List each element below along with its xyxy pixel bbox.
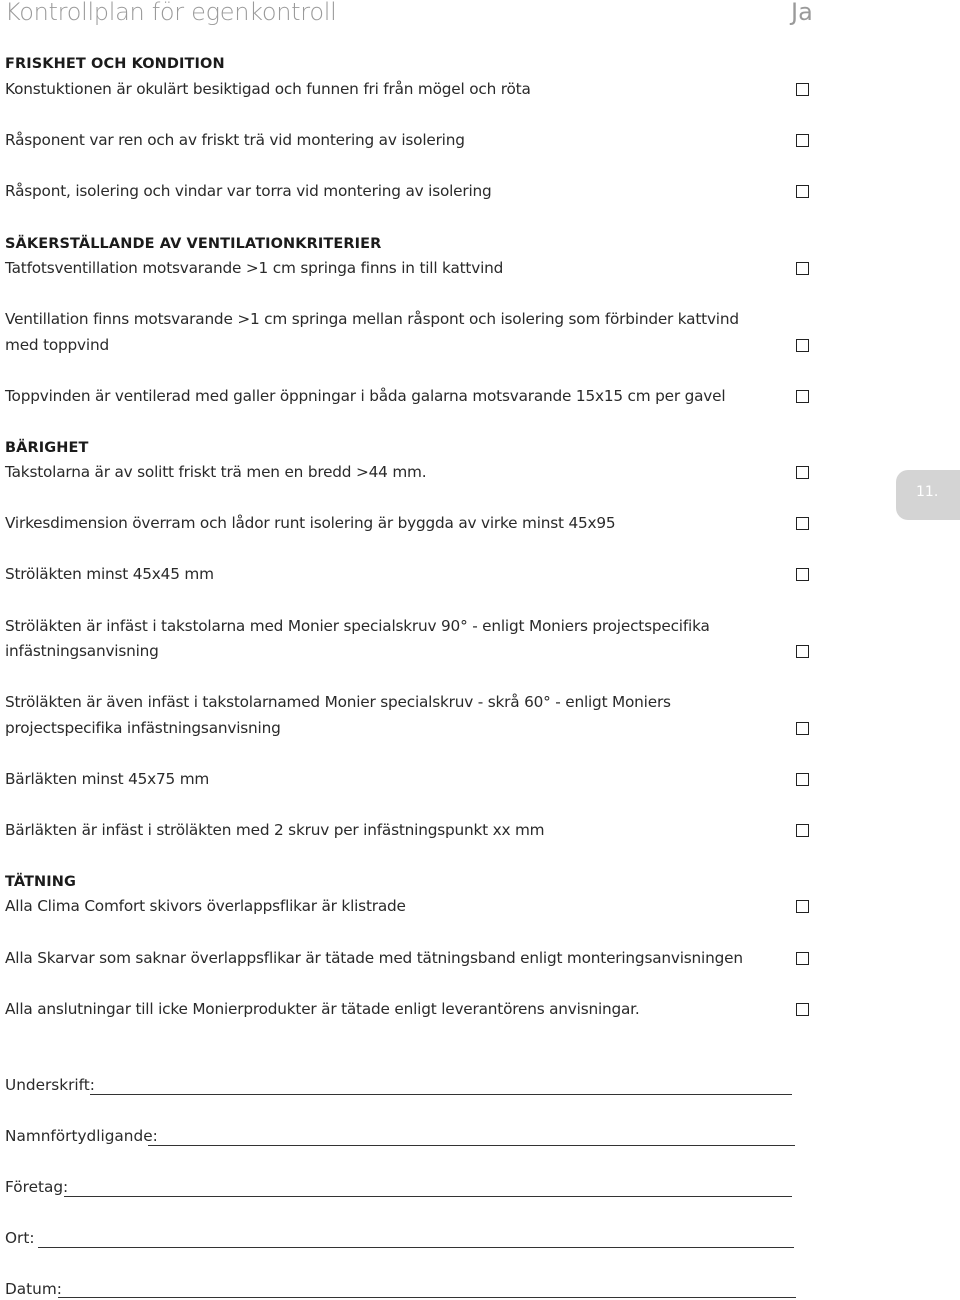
checklist-item-text: Ströläkten är även infäst i takstolarnamed Monier specialskruv - skrå 60° - enligt Moniers	[5, 693, 671, 711]
checklist-item-text: med toppvind	[5, 336, 109, 354]
checklist-item-text: Råsponent var ren och av friskt trä vid montering av isolering	[5, 131, 465, 149]
city-field[interactable]	[38, 1247, 794, 1248]
checkbox[interactable]	[796, 390, 809, 403]
checklist-item-text: Toppvinden är ventilerad med galler öppningar i båda galarna motsvarande 15x15 cm per gavel	[5, 387, 726, 405]
company-field[interactable]	[64, 1196, 792, 1197]
checkbox[interactable]	[796, 466, 809, 479]
checklist-item-text: Alla anslutningar till icke Monierprodukter är tätade enligt leverantörens anvisningar.	[5, 1000, 640, 1018]
section-heading-friskhet: FRISKHET OCH KONDITION	[5, 56, 225, 72]
checkbox[interactable]	[796, 339, 809, 352]
checkbox[interactable]	[796, 134, 809, 147]
checkbox[interactable]	[796, 83, 809, 96]
checklist-item-text: Alla Clima Comfort skivors överlappsflikar är klistrade	[5, 897, 406, 915]
company-label: Företag:	[5, 1178, 69, 1196]
checkbox[interactable]	[796, 824, 809, 837]
checklist-item-text: Ströläkten minst 45x45 mm	[5, 565, 214, 583]
checklist-item-text: Ventillation finns motsvarande >1 cm springa mellan råspont och isolering som förbinder kattvind	[5, 310, 739, 328]
checkbox[interactable]	[796, 773, 809, 786]
section-heading-ventilation: SÄKERSTÄLLANDE AV VENTILATIONKRITERIER	[5, 236, 382, 252]
checklist-item-text: infästningsanvisning	[5, 642, 159, 660]
page-number: 11.	[916, 484, 939, 500]
name-clarification-field[interactable]	[148, 1145, 795, 1146]
name-clarification-label: Namnförtydligande:	[5, 1127, 158, 1145]
checklist-item-text: Bärläkten är infäst i ströläkten med 2 skruv per infästningspunkt xx mm	[5, 821, 545, 839]
section-heading-barighet: BÄRIGHET	[5, 440, 89, 456]
checklist-item-text: Bärläkten minst 45x75 mm	[5, 770, 210, 788]
column-header-ja: Ja	[791, 0, 813, 26]
checkbox[interactable]	[796, 900, 809, 913]
section-heading-tatning: TÄTNING	[5, 874, 77, 890]
signature-label: Underskrift:	[5, 1076, 95, 1094]
page-title: Kontrollplan för egenkontroll	[5, 0, 337, 26]
city-label: Ort:	[5, 1229, 35, 1247]
checklist-item-text: Alla Skarvar som saknar överlappsflikar är tätade med tätningsband enligt monteringsanvisningen	[5, 949, 743, 967]
checklist-item-text: projectspecifika infästningsanvisning	[5, 719, 281, 737]
checkbox[interactable]	[796, 645, 809, 658]
checkbox[interactable]	[796, 952, 809, 965]
checkbox[interactable]	[796, 517, 809, 530]
checkbox[interactable]	[796, 185, 809, 198]
date-field[interactable]	[58, 1297, 796, 1298]
page-number-tab	[896, 470, 960, 520]
checklist-item-text: Ströläkten är infäst i takstolarna med Monier specialskruv 90° - enligt Moniers projectspecifika	[5, 617, 710, 635]
checkbox[interactable]	[796, 1003, 809, 1016]
checklist-item-text: Takstolarna är av solitt friskt trä men en bredd >44 mm.	[5, 463, 427, 481]
checkbox[interactable]	[796, 568, 809, 581]
checklist-item-text: Tatfotsventillation motsvarande >1 cm springa finns in till kattvind	[5, 259, 504, 277]
checklist-item-text: Konstuktionen är okulärt besiktigad och funnen fri från mögel och röta	[5, 80, 531, 98]
checklist-item-text: Virkesdimension överram och lådor runt isolering är byggda av virke minst 45x95	[5, 514, 616, 532]
date-label: Datum:	[5, 1280, 62, 1298]
checklist-item-text: Råspont, isolering och vindar var torra vid montering av isolering	[5, 182, 492, 200]
checkbox[interactable]	[796, 722, 809, 735]
signature-field[interactable]	[90, 1094, 792, 1095]
checkbox[interactable]	[796, 262, 809, 275]
